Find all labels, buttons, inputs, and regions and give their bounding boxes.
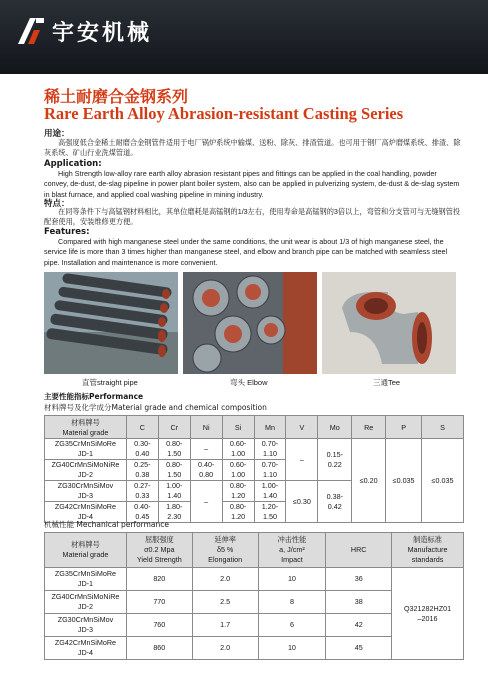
chem-v-cell: ≤0.30 xyxy=(286,481,318,523)
mech-impact-cell: 10 xyxy=(258,637,326,660)
chem-si-cell: 0.60- 1.00 xyxy=(222,439,254,460)
mech-header-row xyxy=(45,533,464,568)
chem-cr-cell: 1.80- 2.30 xyxy=(158,502,190,523)
performance-heading: 主要性能指标Performance xyxy=(44,392,144,401)
chem-si-cell: 0.80- 1.20 xyxy=(222,481,254,502)
features-cn-heading: 特点： xyxy=(44,199,70,209)
chem-ni-cell: 0.40- 0.80 xyxy=(190,460,222,481)
mech-heading: 机械性能 Mechanical performance xyxy=(44,520,169,529)
chem-si-cell: 0.80- 1.20 xyxy=(222,502,254,523)
chem-grade-cell: ZG35CrMnSiMoRe JD-1 xyxy=(45,439,127,460)
straight-pipe-photo xyxy=(44,272,178,374)
mech-elongation-cell: 2.5 xyxy=(192,591,258,614)
application-text: High Strength low-alloy rare earth alloy abrasion resistant pipes and fittings can be applied in the coal handling, powder convey, de-dust, de-slag pipeline in power plant boiler system, also can be applied in pulverizing system, de-dust & de-slag system in blast furnace, and applied coal washing pipeline in mining industry. xyxy=(44,169,460,199)
chem-header-s: S xyxy=(422,416,464,439)
chem-header-c: C xyxy=(126,416,158,439)
table-row xyxy=(45,568,464,591)
mech-elongation-cell: 1.7 xyxy=(192,614,258,637)
mech-grade-cell: ZG30CrMnSiMov JD-3 xyxy=(45,614,127,637)
chem-header-row xyxy=(45,416,464,439)
chem-header-v: V xyxy=(286,416,318,439)
chem-p-cell: ≤0.035 xyxy=(386,439,422,523)
mech-grade-cell: ZG35CrMnSiMoRe JD-1 xyxy=(45,568,127,591)
mechanical-performance-table xyxy=(44,532,464,660)
chem-ni-cell: – xyxy=(190,481,222,523)
mech-header-elongation: 延伸率 δ5 % Elongation xyxy=(192,533,258,568)
chem-c-cell: 0.40- 0.45 xyxy=(126,502,158,523)
company-logo-icon xyxy=(16,16,46,46)
mech-yield-cell: 860 xyxy=(126,637,192,660)
mech-standard-cell: Q321282HZ01 –2016 xyxy=(392,568,464,660)
chem-cr-cell: 1.00- 1.40 xyxy=(158,481,190,502)
chem-header-mo: Mo xyxy=(318,416,352,439)
mech-header-grade: 材料牌号 Material grade xyxy=(45,533,127,568)
chem-cr-cell: 0.80- 1.50 xyxy=(158,439,190,460)
mech-grade-cell: ZG40CrMnSiMoNiRe JD-2 xyxy=(45,591,127,614)
chem-grade-cell: ZG42CrMnSiMoRe JD-4 xyxy=(45,502,127,523)
mech-grade-cell: ZG42CrMnSiMoRe JD-4 xyxy=(45,637,127,660)
chem-mn-cell: 1.20- 1.50 xyxy=(254,502,286,523)
mech-hrc-cell: 45 xyxy=(326,637,392,660)
title-chinese: 稀土耐磨合金钢系列 xyxy=(44,87,189,106)
features-cn-text: 在同等条件下与高锰钢材料相比，其单位磨耗是高锰钢的1/3左右，使用寿命是高锰钢的3倍以上，弯管和分支管可与无缝钢管投配套使用，安装维修更方便。 xyxy=(44,207,461,227)
mech-impact-cell: 6 xyxy=(258,614,326,637)
features-heading: Features: xyxy=(44,227,90,237)
chem-header-ni: Ni xyxy=(190,416,222,439)
chem-si-cell: 0.60- 1.00 xyxy=(222,460,254,481)
chem-heading: 材料牌号及化学成分Material grade and chemical composition xyxy=(44,403,267,412)
chem-cr-cell: 0.80- 1.50 xyxy=(158,460,190,481)
application-heading: Application: xyxy=(44,159,102,169)
chem-s-cell: ≤0.035 xyxy=(422,439,464,523)
chem-mn-cell: 0.70- 1.10 xyxy=(254,439,286,460)
chem-grade-cell: ZG30CrMnSiMov JD-3 xyxy=(45,481,127,502)
chem-header-re: Re xyxy=(352,416,386,439)
chem-header-p: P xyxy=(386,416,422,439)
chem-ni-cell: – xyxy=(190,439,222,460)
chem-mo-cell: 0.15- 0.22 xyxy=(318,439,352,481)
chem-mo-cell: 0.38- 0.42 xyxy=(318,481,352,523)
chem-c-cell: 0.27- 0.33 xyxy=(126,481,158,502)
usage-cn-heading: 用途： xyxy=(44,129,70,139)
elbow-photo xyxy=(183,272,317,374)
chem-mn-cell: 1.00- 1.40 xyxy=(254,481,286,502)
brand-header xyxy=(0,0,488,74)
tee-photo xyxy=(322,272,456,374)
mech-header-hrc: HRC xyxy=(326,533,392,568)
usage-cn-text: 高强度低合金稀土耐磨合金钢管件适用于电厂锅炉系统中输煤、送粉、除灰、排渣管道。也可用于钢厂高炉磨煤系统、排渣、除灰系统、矿山行业洗煤管道。 xyxy=(44,138,461,158)
mech-hrc-cell: 42 xyxy=(326,614,392,637)
mech-yield-cell: 770 xyxy=(126,591,192,614)
chem-c-cell: 0.30- 0.40 xyxy=(126,439,158,460)
chem-header-cr: Cr xyxy=(158,416,190,439)
elbow-caption: 弯头 Elbow xyxy=(230,378,268,387)
mech-hrc-cell: 36 xyxy=(326,568,392,591)
chem-grade-cell: ZG40CrMnSiMoNiRe JD-2 xyxy=(45,460,127,481)
brand-name: 宇安机械 xyxy=(52,21,153,46)
chem-re-cell: ≤0.20 xyxy=(352,439,386,523)
mech-header-standard: 制造标准 Manufacture standards xyxy=(392,533,464,568)
elbow-image xyxy=(183,272,317,374)
features-text: Compared with high manganese steel under the same conditions, the unit wear is about 1/3 of high manganese steel, the service life is more than 3 times higher than manganese steel, and elbow and branch pipe can be matched with seamless steel pipe. Installation and maintenance is more convenient. xyxy=(44,237,448,267)
chem-header-mn: Mn xyxy=(254,416,286,439)
straight-pipe-caption: 直管straight pipe xyxy=(82,378,138,387)
mech-hrc-cell: 38 xyxy=(326,591,392,614)
tee-image xyxy=(322,272,456,374)
straight-pipe-image xyxy=(44,272,178,374)
mech-header-impact: 冲击性能 a, J/cm² Impact xyxy=(258,533,326,568)
title-english: Rare Earth Alloy Abrasion-resistant Casting Series xyxy=(44,104,404,123)
mech-elongation-cell: 2.0 xyxy=(192,637,258,660)
mech-elongation-cell: 2.0 xyxy=(192,568,258,591)
tee-caption: 三通Tee xyxy=(373,378,401,387)
chem-c-cell: 0.25- 0.38 xyxy=(126,460,158,481)
mech-header-yield: 屈服强度 σ0.2 Mpa Yield Strength xyxy=(126,533,192,568)
chem-header-grade: 材料牌号 Material grade xyxy=(45,416,127,439)
chem-v-cell: – xyxy=(286,439,318,481)
mech-yield-cell: 820 xyxy=(126,568,192,591)
mech-impact-cell: 8 xyxy=(258,591,326,614)
chem-header-si: Si xyxy=(222,416,254,439)
chem-mn-cell: 0.70- 1.10 xyxy=(254,460,286,481)
chemical-composition-table xyxy=(44,415,464,523)
mech-yield-cell: 760 xyxy=(126,614,192,637)
mech-impact-cell: 10 xyxy=(258,568,326,591)
